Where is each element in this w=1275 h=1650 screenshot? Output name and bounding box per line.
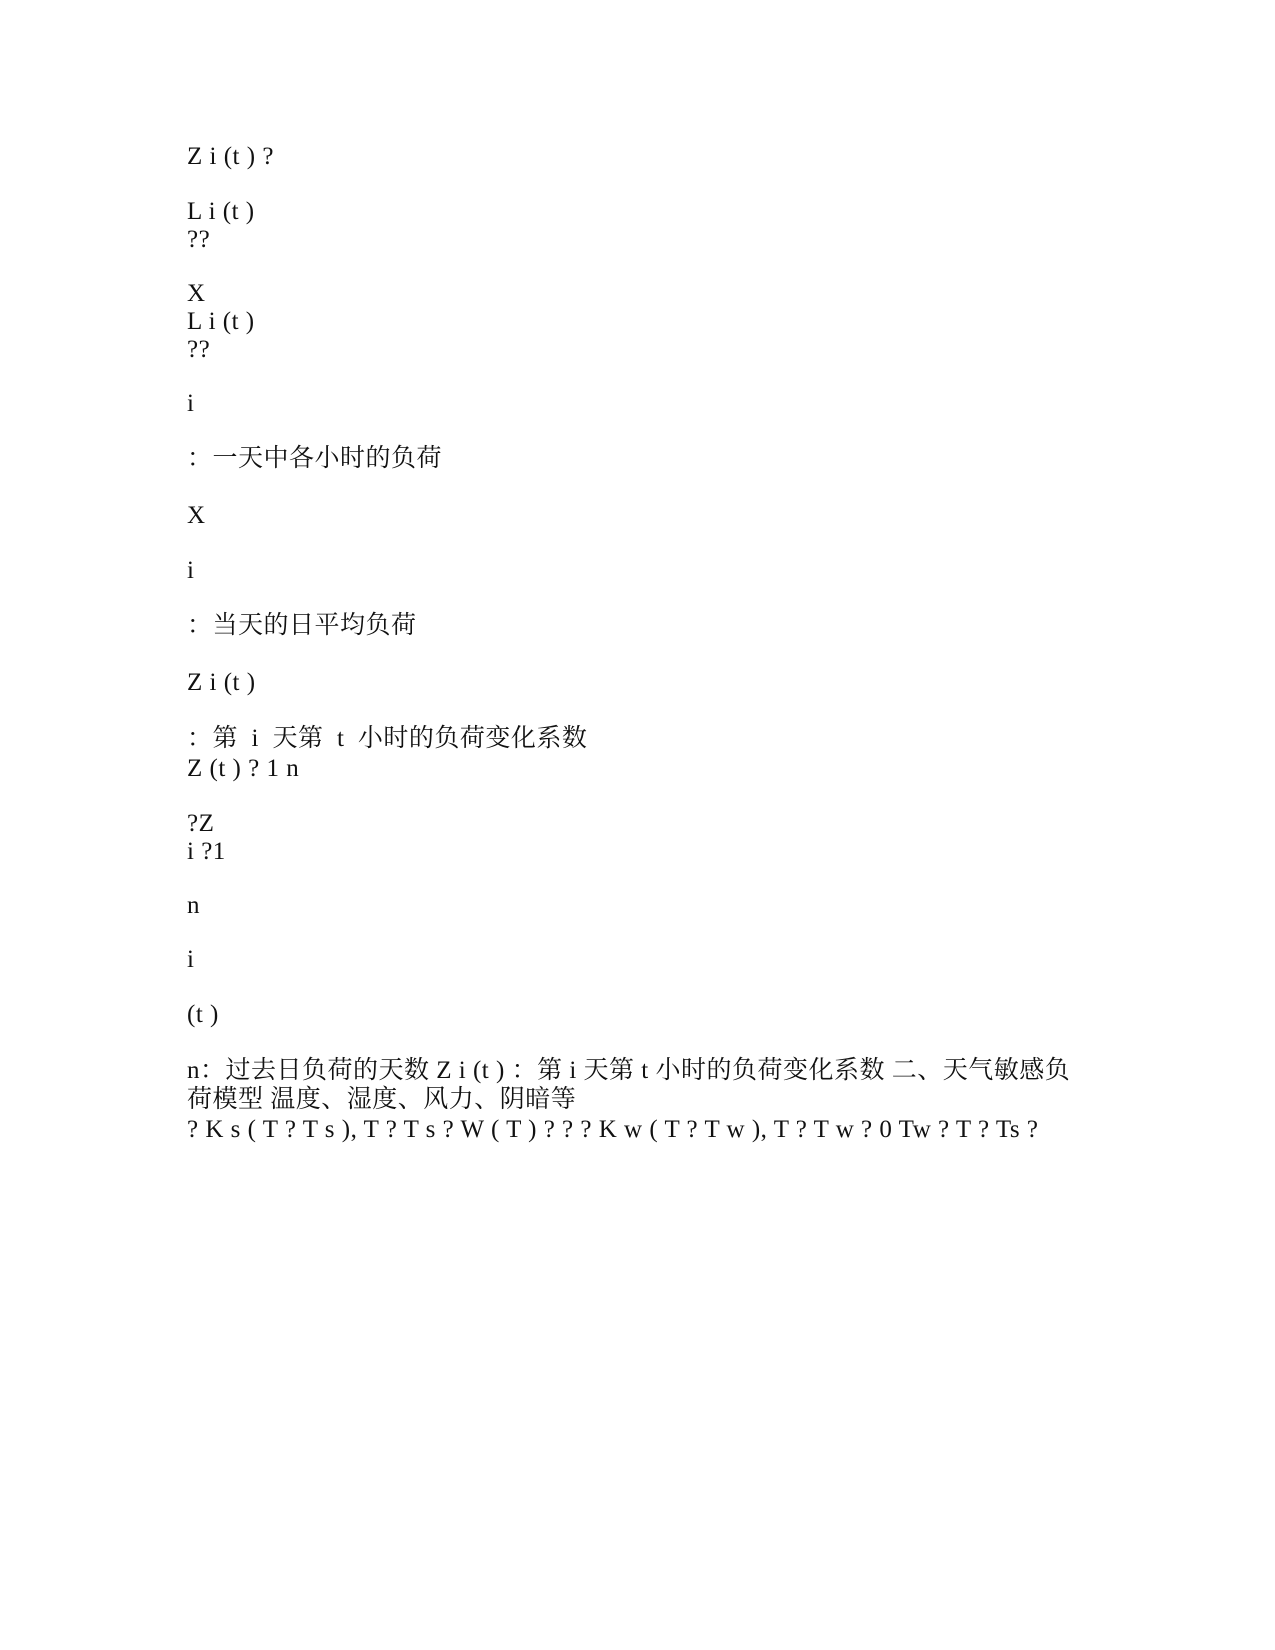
paragraph-weather-sensitive-load: n：过去日负荷的天数 Z i (t ) ：第 i 天第 t 小时的负荷变化系数 二、天气敏感负荷模型 温度、湿度、风力、阴暗等 — [187, 1057, 1071, 1113]
definition-hourly-load: ：一天中各小时的负荷 — [187, 445, 443, 472]
subscript-i-second: i — [187, 557, 195, 584]
subscript-i: i — [187, 390, 195, 417]
formula-x: X — [187, 280, 206, 307]
formula-n: n — [187, 892, 200, 919]
formula-weather-model: ? K s ( T ? T s ), T ? T s ? W ( T ) ? ? ? K w ( T ? T w ), T ? T w ? 0 Tw ? T ? Ts ? — [187, 1116, 1039, 1143]
formula-x-second: X — [187, 502, 206, 529]
definition-daily-average-load: ：当天的日平均负荷 — [187, 612, 417, 639]
formula-z-i-t: Z i (t ) ? — [187, 143, 274, 170]
formula-l-i-t: L i (t ) — [187, 198, 255, 225]
definition-load-coefficient: ：第 i 天第 t 小时的负荷变化系数 — [187, 725, 588, 752]
formula-i-equals-1: i ?1 — [187, 838, 226, 865]
formula-placeholder-second: ?? — [187, 336, 211, 363]
formula-z-t: Z (t ) ? 1 n — [187, 755, 300, 782]
formula-z-i-t-second: Z i (t ) — [187, 669, 256, 696]
formula-placeholder: ?? — [187, 226, 211, 253]
formula-t: (t ) — [187, 1001, 219, 1028]
formula-sum-z: ?Z — [187, 810, 215, 837]
subscript-i-third: i — [187, 946, 195, 973]
formula-l-i-t-second: L i (t ) — [187, 308, 255, 335]
